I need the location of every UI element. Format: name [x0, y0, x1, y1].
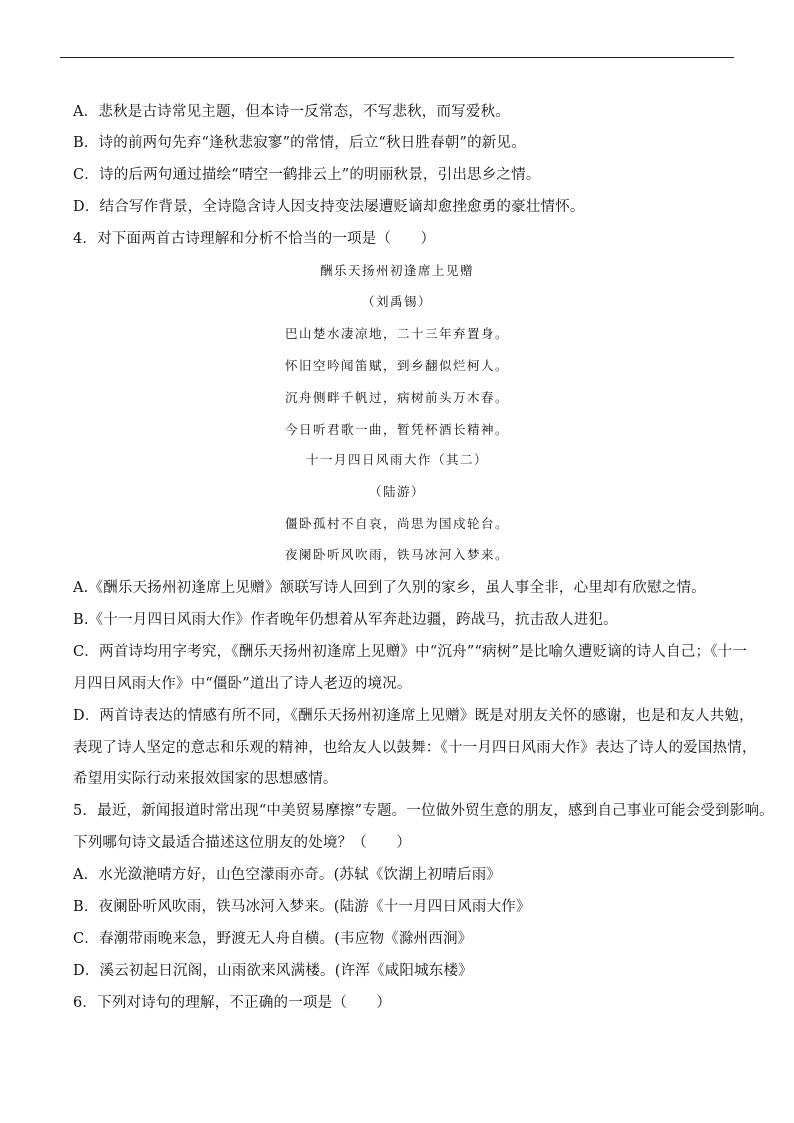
q3-option-d: D．结合写作背景，全诗隐含诗人因支持变法屡遭贬谪却愈挫愈勇的豪壮情怀。 [73, 199, 585, 215]
q5-option-d: D．溪云初起日沉阁，山雨欲来风满楼。(许浑《咸阳城东楼》 [73, 963, 473, 979]
poem2-author: （陆游） [368, 484, 425, 499]
q5-option-a: A．水光潋滟晴方好，山色空濛雨亦奇。(苏轼《饮湖上初晴后雨》 [73, 867, 502, 883]
q4-option-d-cont: 表现了诗人坚定的意志和乐观的精神，也给友人以鼓舞：《十一月四日风雨大作》表达了诗人的爱国热情， [73, 740, 757, 756]
q4-option-c: C．两首诗均用字考究，《酬乐天扬州初逢席上见赠》中“沉舟”“病树”是比喻久遭贬谪的诗人自己；《十一 [73, 644, 748, 660]
poem2-line: 僵卧孤村不自哀，尚思为国戍轮台。 [284, 516, 509, 531]
q4-option-c-cont: 月四日风雨大作》中“僵卧”道出了诗人老迈的境况。 [73, 676, 412, 692]
q5-stem-cont: 下列哪句诗文最适合描述这位朋友的处境？（ ） [73, 835, 412, 851]
q3-option-b: B．诗的前两句先弃“逢秋悲寂寥”的常情，后立“秋日胜春朝”的新见。 [73, 135, 526, 151]
poem1-line: 巴山楚水凄凉地，二十三年弃置身。 [284, 326, 509, 341]
q4-option-d-cont: 希望用实际行动来报效国家的思想感情。 [73, 771, 338, 787]
header-rule [60, 57, 734, 58]
poem1-line: 今日听君歌一曲，暂凭杯酒长精神。 [284, 422, 509, 437]
q4-stem: 4．对下面两首古诗理解和分析不恰当的一项是（ ） [73, 231, 436, 247]
q5-stem: 5．最近，新闻报道时常出现“中美贸易摩擦”专题。一位做外贸生意的朋友，感到自己事业可能会受到影响。 [73, 803, 774, 819]
q3-option-a: A．悲秋是古诗常见主题，但本诗一反常态，不写悲秋，而写爱秋。 [73, 104, 510, 120]
q4-option-a: A.《酬乐天扬州初逢席上见赠》颔联写诗人回到了久别的家乡，虽人事全非，心里却有欣慰之情。 [73, 580, 706, 596]
poem1-line: 怀旧空吟闻笛赋，到乡翻似烂柯人。 [284, 358, 509, 373]
q5-option-b: B．夜阑卧听风吹雨，铁马冰河入梦来。(陆游《十一月四日风雨大作》 [73, 899, 531, 915]
q3-option-c: C．诗的后两句通过描绘“晴空一鹤排云上”的明丽秋景，引出思乡之情。 [73, 167, 541, 183]
poem1-title: 酬乐天扬州初逢席上见赠 [319, 263, 474, 278]
poem1-line: 沉舟侧畔千帆过，病树前头万木春。 [284, 390, 509, 405]
q6-stem: 6．下列对诗句的理解，不正确的一项是（ ） [73, 995, 392, 1011]
q5-option-c: C．春潮带雨晚来急，野渡无人舟自横。(韦应物《滁州西涧》 [73, 931, 473, 947]
poem2-title: 十一月四日风雨大作（其二） [305, 452, 488, 467]
poem2-line: 夜阑卧听风吹雨，铁马冰河入梦来。 [284, 547, 509, 562]
poem1-author: （刘禹锡） [361, 294, 432, 309]
q4-option-b: B.《十一月四日风雨大作》作者晚年仍想着从军奔赴边疆，跨战马，抗击敌人进犯。 [73, 612, 618, 628]
q4-option-d: D．两首诗表达的情感有所不同，《酬乐天扬州初逢席上见赠》既是对朋友关怀的感谢，也是和友人共勉， [73, 708, 754, 724]
